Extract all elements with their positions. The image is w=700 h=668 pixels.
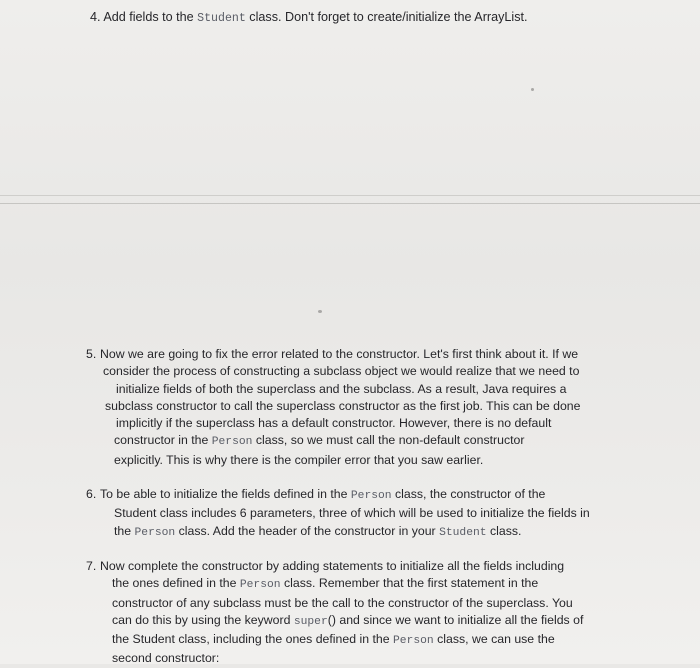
question-5-text: class, so we must call the non-default constructor xyxy=(255,433,525,448)
question-6-line xyxy=(100,486,620,505)
question-7-text: can do this by using the keyword xyxy=(112,612,291,627)
question-5-text: constructor in the xyxy=(114,433,209,448)
question-7-number: 7. xyxy=(86,559,97,573)
question-7-text: () and since we want to initialize all the fields of xyxy=(327,612,584,627)
question-4 xyxy=(90,8,680,28)
page-speck xyxy=(318,310,322,313)
code-person: Person xyxy=(392,635,434,648)
question-7-line: Now complete the constructor by adding statements to initialize all the fields including xyxy=(100,559,565,573)
question-5-line xyxy=(100,432,630,451)
question-7-line xyxy=(100,631,610,650)
question-6-text: class. xyxy=(489,523,522,538)
code-super: super xyxy=(293,615,328,628)
question-7-line xyxy=(100,575,610,594)
code-person: Person xyxy=(134,526,176,539)
question-6-text: To be able to initialize the fields defined in the xyxy=(100,487,348,501)
code-person: Person xyxy=(350,490,392,502)
question-4-text-after: class. Don't forget to create/initialize the ArrayList. xyxy=(249,10,528,24)
question-7-line: second constructor: xyxy=(112,651,220,666)
question-5 xyxy=(86,346,630,469)
question-4-number: 4. xyxy=(90,10,101,24)
code-student: Student xyxy=(439,526,487,539)
question-6-line xyxy=(100,523,620,542)
question-7-line xyxy=(100,612,610,631)
page-speck xyxy=(531,88,534,91)
question-4-text-before: Add fields to the xyxy=(103,10,194,24)
question-7-text: class, we can use the xyxy=(437,632,555,647)
question-7-text: the ones defined in the xyxy=(112,576,237,591)
question-5-line: subclass constructor to call the superclass constructor as the first job. This can be done xyxy=(105,398,581,413)
question-6-text: the xyxy=(114,523,132,538)
question-5-line: initialize fields of both the superclass and the subclass. As a result, Java requires a xyxy=(116,381,567,396)
question-5-line: Now we are going to fix the error related to the constructor. Let's first think about it. If we xyxy=(100,347,579,361)
question-6-text: class, the constructor of the xyxy=(395,487,546,501)
page-divider xyxy=(0,195,700,196)
question-6 xyxy=(86,486,620,542)
question-7-line: constructor of any subclass must be the call to the constructor of the superclass. You xyxy=(112,595,573,610)
code-person: Person xyxy=(239,579,281,592)
question-5-line: explicitly. This is why there is the compiler error that you saw earlier. xyxy=(114,452,484,467)
question-7 xyxy=(86,558,610,668)
code-student: Student xyxy=(197,12,246,25)
question-5-number: 5. xyxy=(86,347,97,361)
question-6-text: class. Add the header of the constructor in your xyxy=(178,523,436,538)
question-6-number: 6. xyxy=(86,487,97,501)
question-5-line: consider the process of constructing a subclass object we would realize that we need to xyxy=(103,364,580,379)
code-person: Person xyxy=(211,436,253,449)
question-5-line: implicitly if the superclass has a default constructor. However, there is no default xyxy=(116,416,552,431)
question-7-text: the Student class, including the ones defined in the xyxy=(112,632,390,647)
question-7-text: class. Remember that the first statement in the xyxy=(283,576,539,591)
page-divider xyxy=(0,203,700,204)
question-6-line: Student class includes 6 parameters, three of which will be used to initialize the fields in xyxy=(114,506,590,521)
